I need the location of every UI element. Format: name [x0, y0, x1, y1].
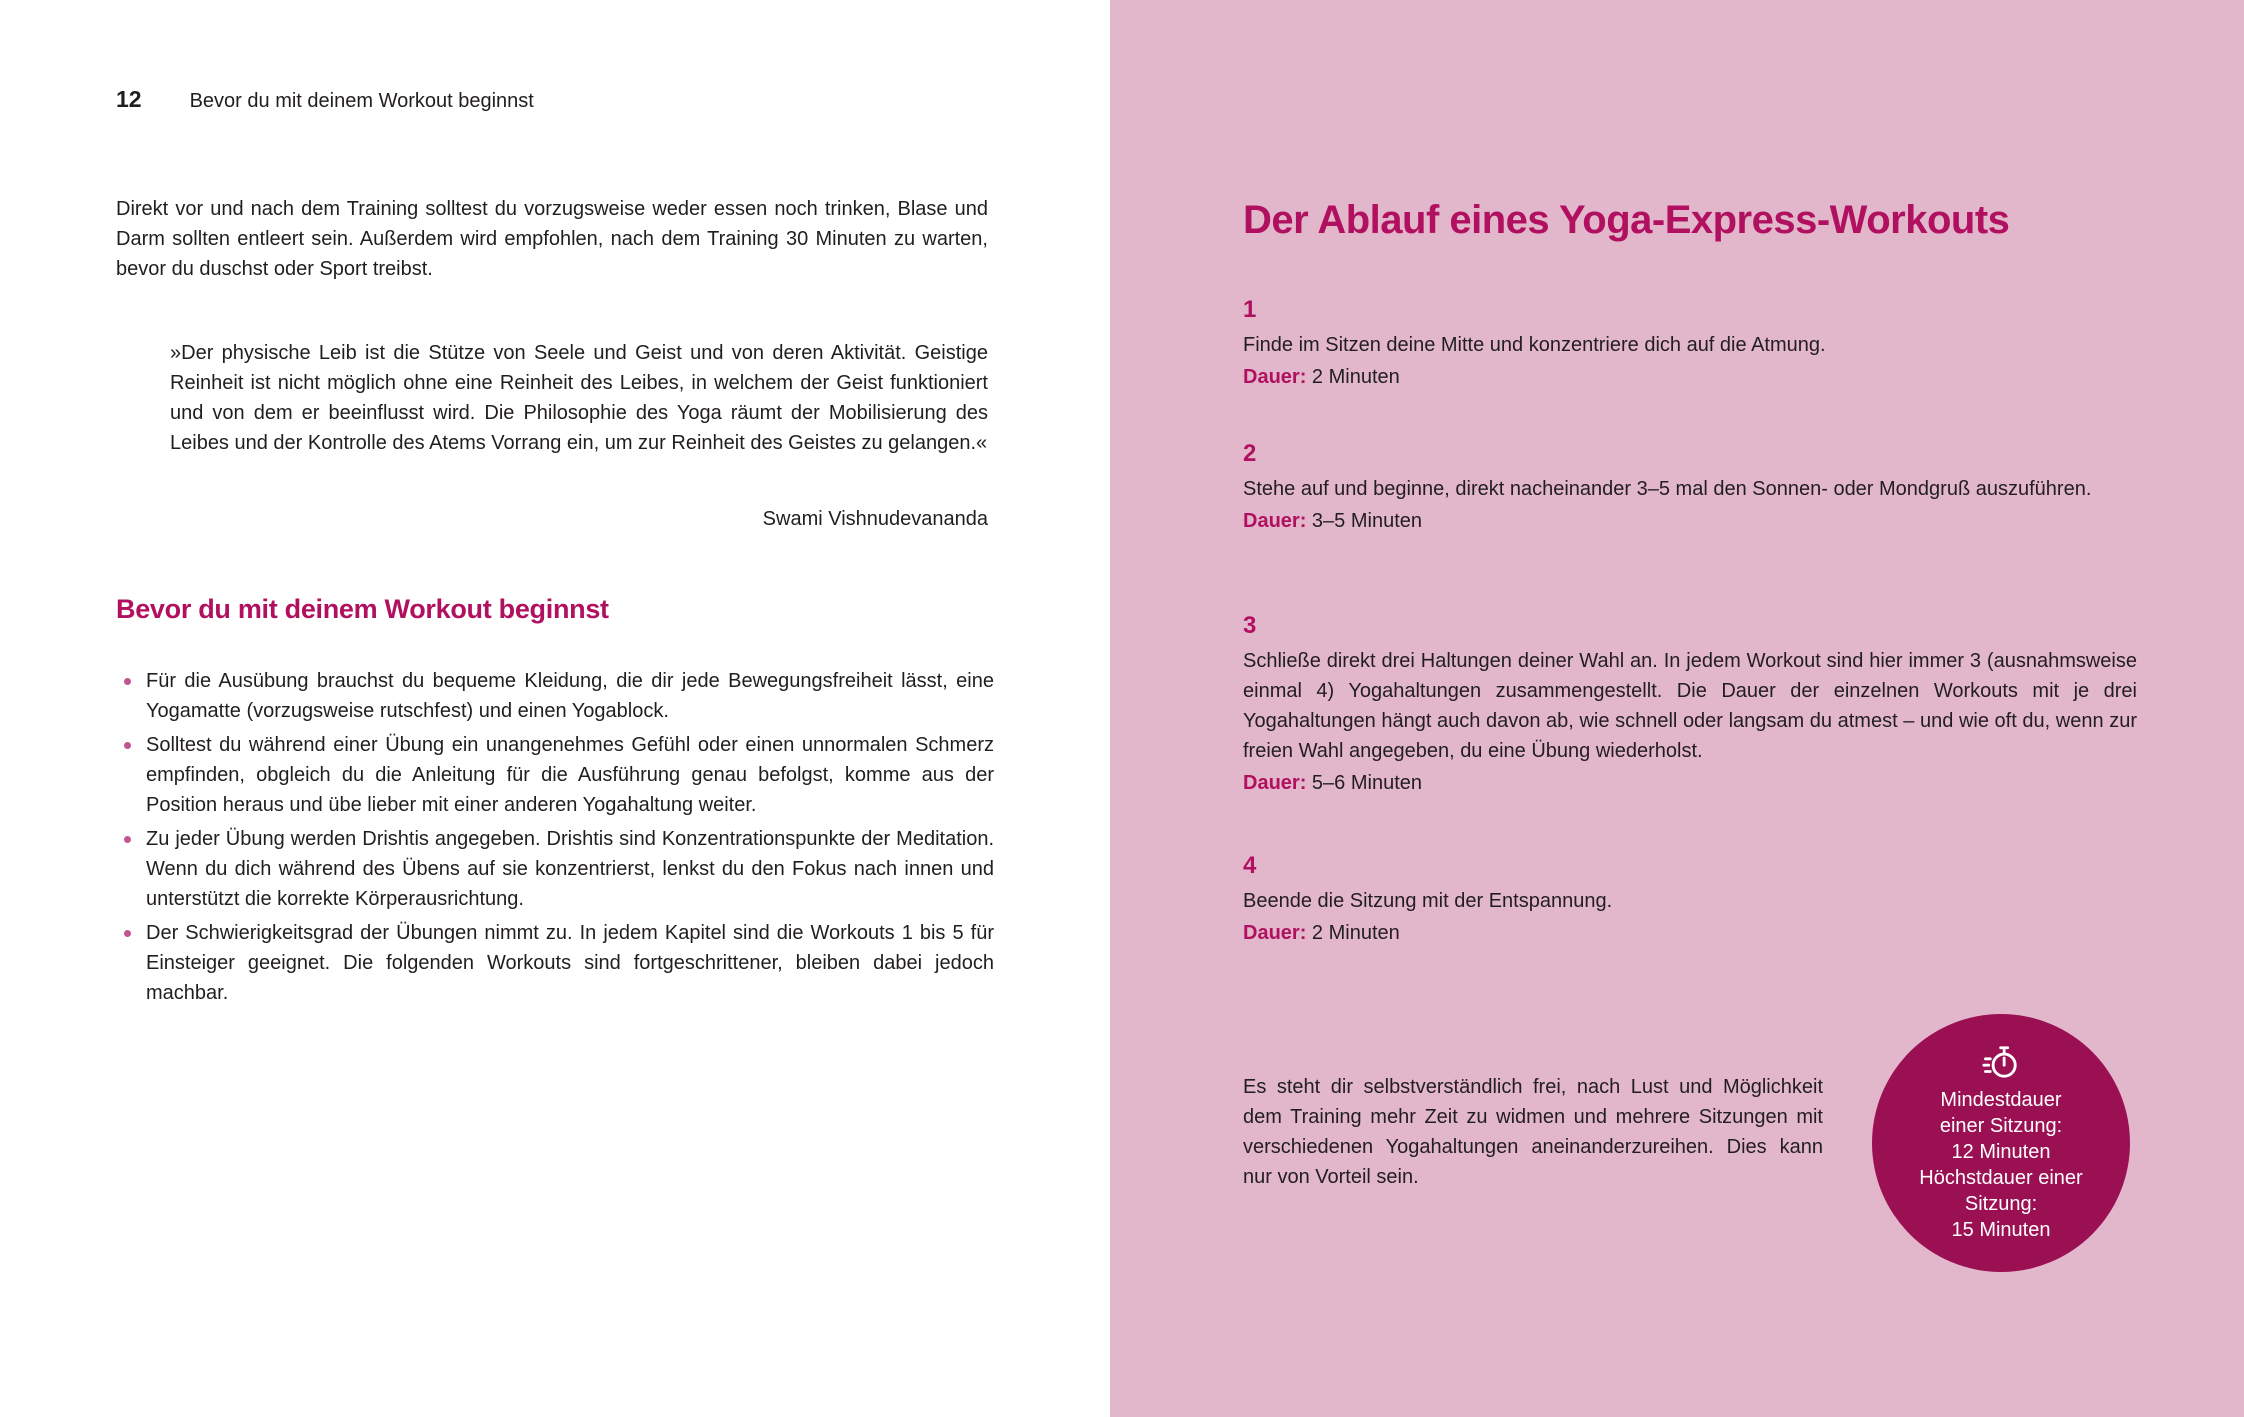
workout-step-2 [1243, 440, 2137, 536]
step-duration [1243, 362, 2137, 392]
workout-step-4 [1243, 852, 2137, 948]
workout-step-1 [1243, 296, 2137, 392]
duration-value: 2 Minuten [1311, 922, 1400, 944]
closing-paragraph: Es steht dir selbstverständlich frei, nach Lust und Möglichkeit dem Training mehr Zeit zu widmen und mehrere Sitzungen mit verschiedenen Yogahaltungen aneinanderzureihen. Dies kann nur von Vorteil sein. [1243, 1076, 1823, 1188]
badge-text-line: 15 Minuten [1951, 1219, 2051, 1241]
list-item-text: Zu jeder Übung werden Drishtis angegeben. Drishtis sind Konzentrationspunkte der Meditation. Wenn du dich während des Übens auf sie konzentrierst, lenkst du den Fokus nach innen und unterstützt die korrekte Körperausrichtung. [146, 828, 994, 910]
bullet-dot-icon [124, 836, 131, 843]
duration-label: Dauer: [1243, 922, 1307, 944]
list-item-text: Solltest du während einer Übung ein unangenehmes Gefühl oder einen unnormalen Schmerz empfinden, obgleich du die Anleitung für die Ausführung genau befolgst, komme aus der Position heraus und übe lieber mit einer anderen Yogahaltung weiter. [146, 734, 994, 816]
step-number: 1 [1243, 296, 1257, 323]
intro-paragraph: Direkt vor und nach dem Training solltest du vorzugsweise weder essen noch trinken, Blase und Darm sollten entleert sein. Außerdem wird empfohlen, nach dem Training 30 Minuten zu warten, bevor du duschst oder Sport treibst. [116, 198, 988, 280]
list-item-text: Für die Ausübung brauchst du bequeme Kleidung, die dir jede Bewegungsfreiheit lässt, eine Yogamatte (vorzugsweise rutschfest) und einen Yogablock. [146, 670, 994, 722]
badge-text-line: einer Sitzung: [1939, 1115, 2063, 1137]
duration-label: Dauer: [1243, 772, 1307, 794]
bullet-dot-icon [124, 742, 131, 749]
duration-value: 3–5 Minuten [1311, 510, 1422, 532]
duration-value: 5–6 Minuten [1311, 772, 1422, 794]
quote-attribution: Swami Vishnudevananda [762, 508, 988, 530]
stopwatch-icon [1982, 1043, 2020, 1081]
step-number: 3 [1243, 612, 1257, 639]
badge-text-line: 12 Minuten [1951, 1141, 2051, 1163]
badge-text-line: Sitzung: [1964, 1193, 2038, 1215]
page-title: Der Ablauf eines Yoga-Express-Workouts [1243, 198, 2010, 242]
section-heading: Bevor du mit deinem Workout beginnst [116, 594, 609, 624]
bullet-dot-icon [124, 930, 131, 937]
step-number: 4 [1243, 852, 1257, 879]
duration-label: Dauer: [1243, 510, 1307, 532]
workout-step-3 [1243, 612, 2137, 798]
list-item [116, 730, 994, 820]
badge-text-line: Höchstdauer einer [1919, 1167, 2083, 1189]
list-item [116, 824, 994, 914]
step-duration [1243, 918, 2137, 948]
duration-label: Dauer: [1243, 366, 1307, 388]
running-header-title: Bevor du mit deinem Workout beginnst [189, 90, 534, 112]
step-text: Schließe direkt drei Haltungen deiner Wahl an. In jedem Workout sind hier immer 3 (ausnahmsweise einmal 4) Yogahaltungen zusammengestellt. Die Dauer der einzelnen Workouts mit je drei Yogahaltungen hängt auch davon ab, wie schnell oder langsam du atmest – und wie oft du, wenn zur freien Wahl angegeben, du eine Übung wiederholst. [1243, 650, 2137, 762]
step-number: 2 [1243, 440, 1257, 467]
page-number: 12 [116, 86, 142, 112]
duration-value: 2 Minuten [1311, 366, 1400, 388]
step-text: Beende die Sitzung mit der Entspannung. [1243, 890, 1613, 912]
list-item [116, 666, 994, 726]
quote-paragraph: »Der physische Leib ist die Stütze von Seele und Geist und von deren Aktivität. Geistige Reinheit ist nicht möglich ohne eine Reinheit des Leibes, in welchem der Geist funktioniert und von dem er beeinflusst wird. Die Philosophie des Yoga räumt der Mobilisierung des Leibes und der Kontrolle des Atems Vorrang ein, um zur Reinheit des Geistes zu gelangen.« [170, 342, 988, 454]
list-item-text: Der Schwierigkeitsgrad der Übungen nimmt zu. In jedem Kapitel sind die Workouts 1 bis 5 für Einsteiger geeignet. Die folgenden Workouts sind fortgeschrittener, bleiben dabei jedoch machbar. [146, 922, 994, 1004]
bullet-dot-icon [124, 678, 131, 685]
step-duration [1243, 768, 2137, 798]
list-item [116, 918, 994, 1008]
step-text: Stehe auf und beginne, direkt nacheinander 3–5 mal den Sonnen- oder Mondgruß auszuführen. [1243, 478, 2092, 500]
step-text: Finde im Sitzen deine Mitte und konzentriere dich auf die Atmung. [1243, 334, 1826, 356]
badge-text-line: Mindestdauer [1940, 1089, 2062, 1111]
running-header [116, 86, 534, 113]
duration-badge [1872, 1014, 2130, 1272]
step-duration [1243, 506, 2137, 536]
bullet-list [116, 666, 994, 1012]
